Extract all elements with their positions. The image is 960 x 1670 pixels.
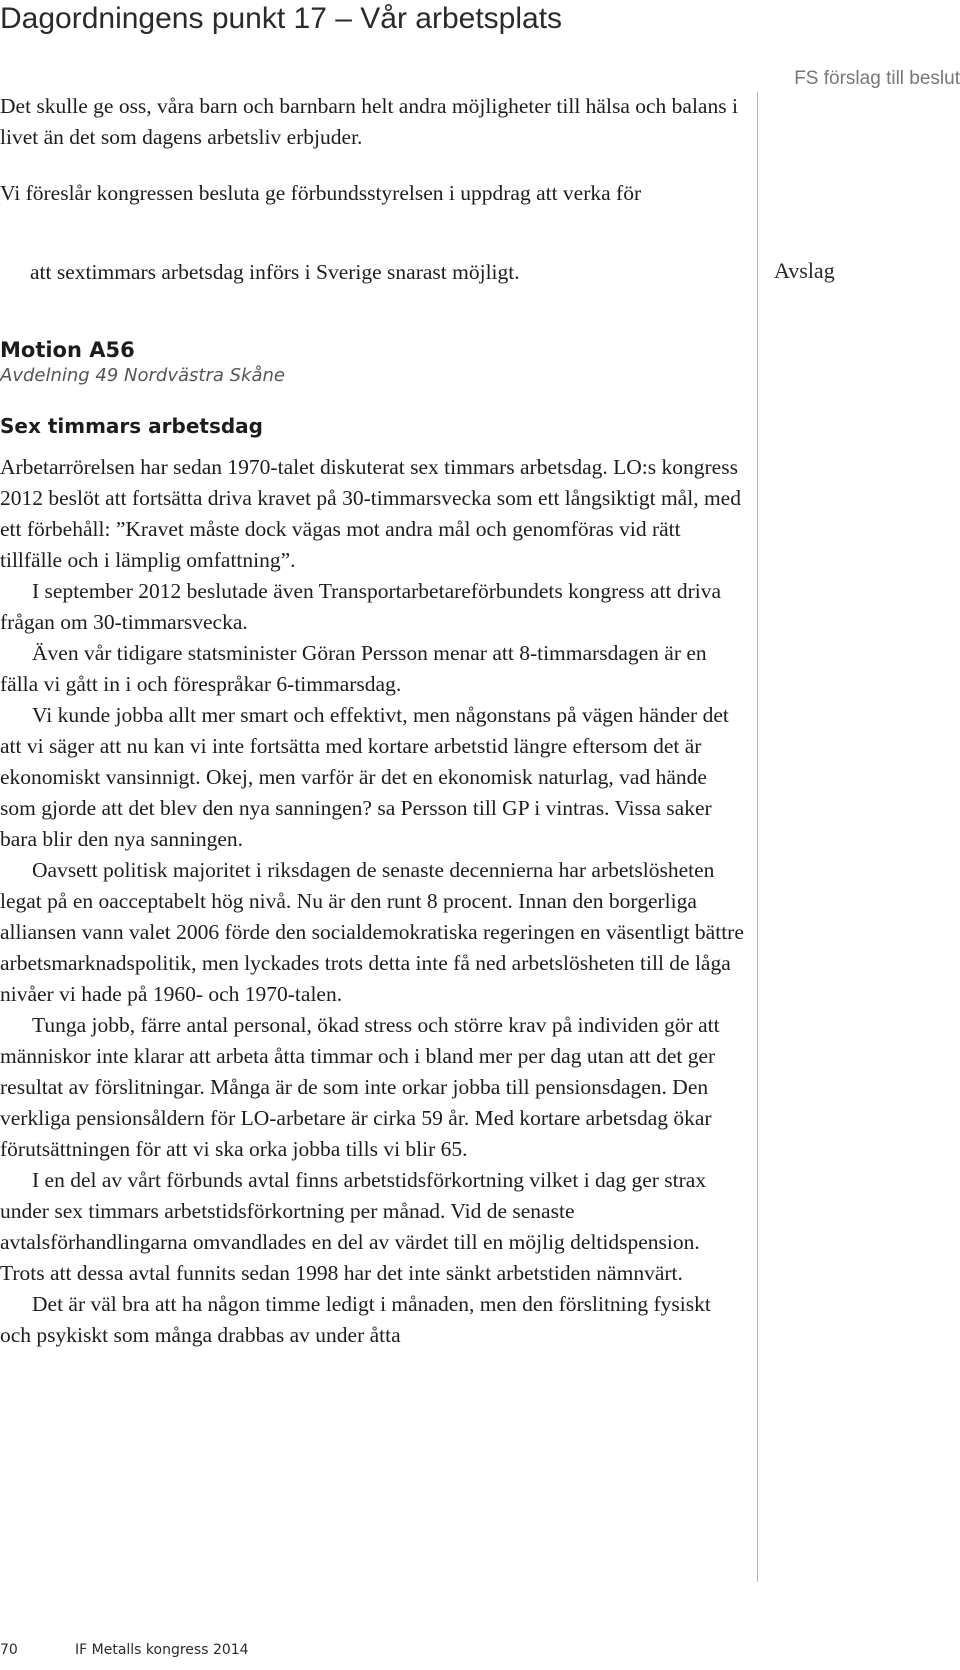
att-clause: att sextimmars arbetsdag införs i Sverige snarast möjligt. [30, 260, 520, 284]
motion-header [0, 336, 745, 388]
body-paragraph: Vi kunde jobba allt mer smart och effektivt, men någonstans på vägen händer det att vi säger att nu kan vi inte fortsätta med kortare arbetstid längre eftersom det är ekonomiskt vansinnigt. Okej, men varför är det en ekonomisk naturlag, vad hände som gjorde att det blev den nya sanningen? sa Persson till GP i vintras. Vissa saker bara blir den nya sanningen. [0, 703, 729, 851]
motion-heading: Sex timmars arbetsdag [0, 414, 263, 438]
page-title: Dagordningens punkt 17 – Vår arbetsplats [0, 2, 563, 35]
body-paragraph: I september 2012 beslutade även Transportarbetareförbundets kongress att driva frågan om 30-timmarsvecka. [0, 579, 721, 634]
att-clause-block [30, 257, 730, 288]
intro-paragraph: Det skulle ge oss, våra barn och barnbarn helt andra möjligheter till hälsa och balans i livet än det som dagens arbetsliv erbjuder. [0, 94, 738, 149]
proposal-paragraph: Vi föreslår kongressen besluta ge förbundsstyrelsen i uppdrag att verka för [0, 181, 642, 205]
intro-paragraph-block [0, 91, 745, 153]
column-divider [757, 92, 758, 1582]
body-paragraph: Det är väl bra att ha någon timme ledigt i månaden, men den förslitning fysiskt och psykiskt som många drabbas av under åtta [0, 1292, 711, 1347]
side-column-heading: FS förslag till beslut [794, 68, 960, 89]
publication-name: IF Metalls kongress 2014 [75, 1642, 249, 1658]
body-paragraph: Tunga jobb, färre antal personal, ökad stress och större krav på individen gör att människor inte klarar att arbeta åtta timmar och i bland mer per dag utan att det ger resultat av förslitningar. Många är de som inte orkar jobba till pensionsdagen. Den verkliga pensionsåldern för LO-arbetare är cirka 59 år. Med kortare arbetsdag ökar förutsättningen för att vi ska orka jobba tills vi blir 65. [0, 1013, 720, 1161]
motion-title: Motion A56 [0, 338, 135, 362]
body-paragraph: I en del av vårt förbunds avtal finns arbetstidsförkortning vilket i dag ger strax under sex timmars arbetstidsförkortning per månad. Vid de senaste avtalsförhandlingarna omvandlades en del av värdet till en möjlig deltidspension. Trots att dessa avtal funnits sedan 1998 har det inte sänkt arbetstiden nämnvärt. [0, 1168, 707, 1285]
motion-department: Avdelning 49 Nordvästra Skåne [0, 365, 285, 386]
body-paragraph: Arbetarrörelsen har sedan 1970-talet diskuterat sex timmars arbetsdag. LO:s kongress 2012 beslöt att fortsätta driva kravet på 30-timmarsvecka som ett långsiktigt mål, med ett förbehåll: ”Kravet måste dock vägas mot andra mål och genomföras vid rätt tillfälle och i lämplig omfattning”. [0, 455, 741, 572]
body-paragraph: Oavsett politisk majoritet i riksdagen de senaste decennierna har arbetslösheten legat på en oacceptabelt hög nivå. Nu är den runt 8 procent. Innan den borgerliga alliansen vann valet 2006 förde den socialdemokratiska regeringen en väsentligt bättre arbetsmarknadspolitik, men lyckades trots detta inte få ned arbetslösheten till de låga nivåer vi hade på 1960- och 1970-talen. [0, 858, 744, 1006]
proposal-block [0, 178, 745, 209]
page-number: 70 [0, 1642, 18, 1658]
motion-body [0, 452, 745, 1351]
page-footer [0, 1642, 249, 1658]
board-decision: Avslag [774, 258, 835, 283]
body-paragraph: Även vår tidigare statsminister Göran Persson menar att 8-timmarsdagen är en fälla vi gått in i och förespråkar 6-timmarsdag. [0, 641, 707, 696]
